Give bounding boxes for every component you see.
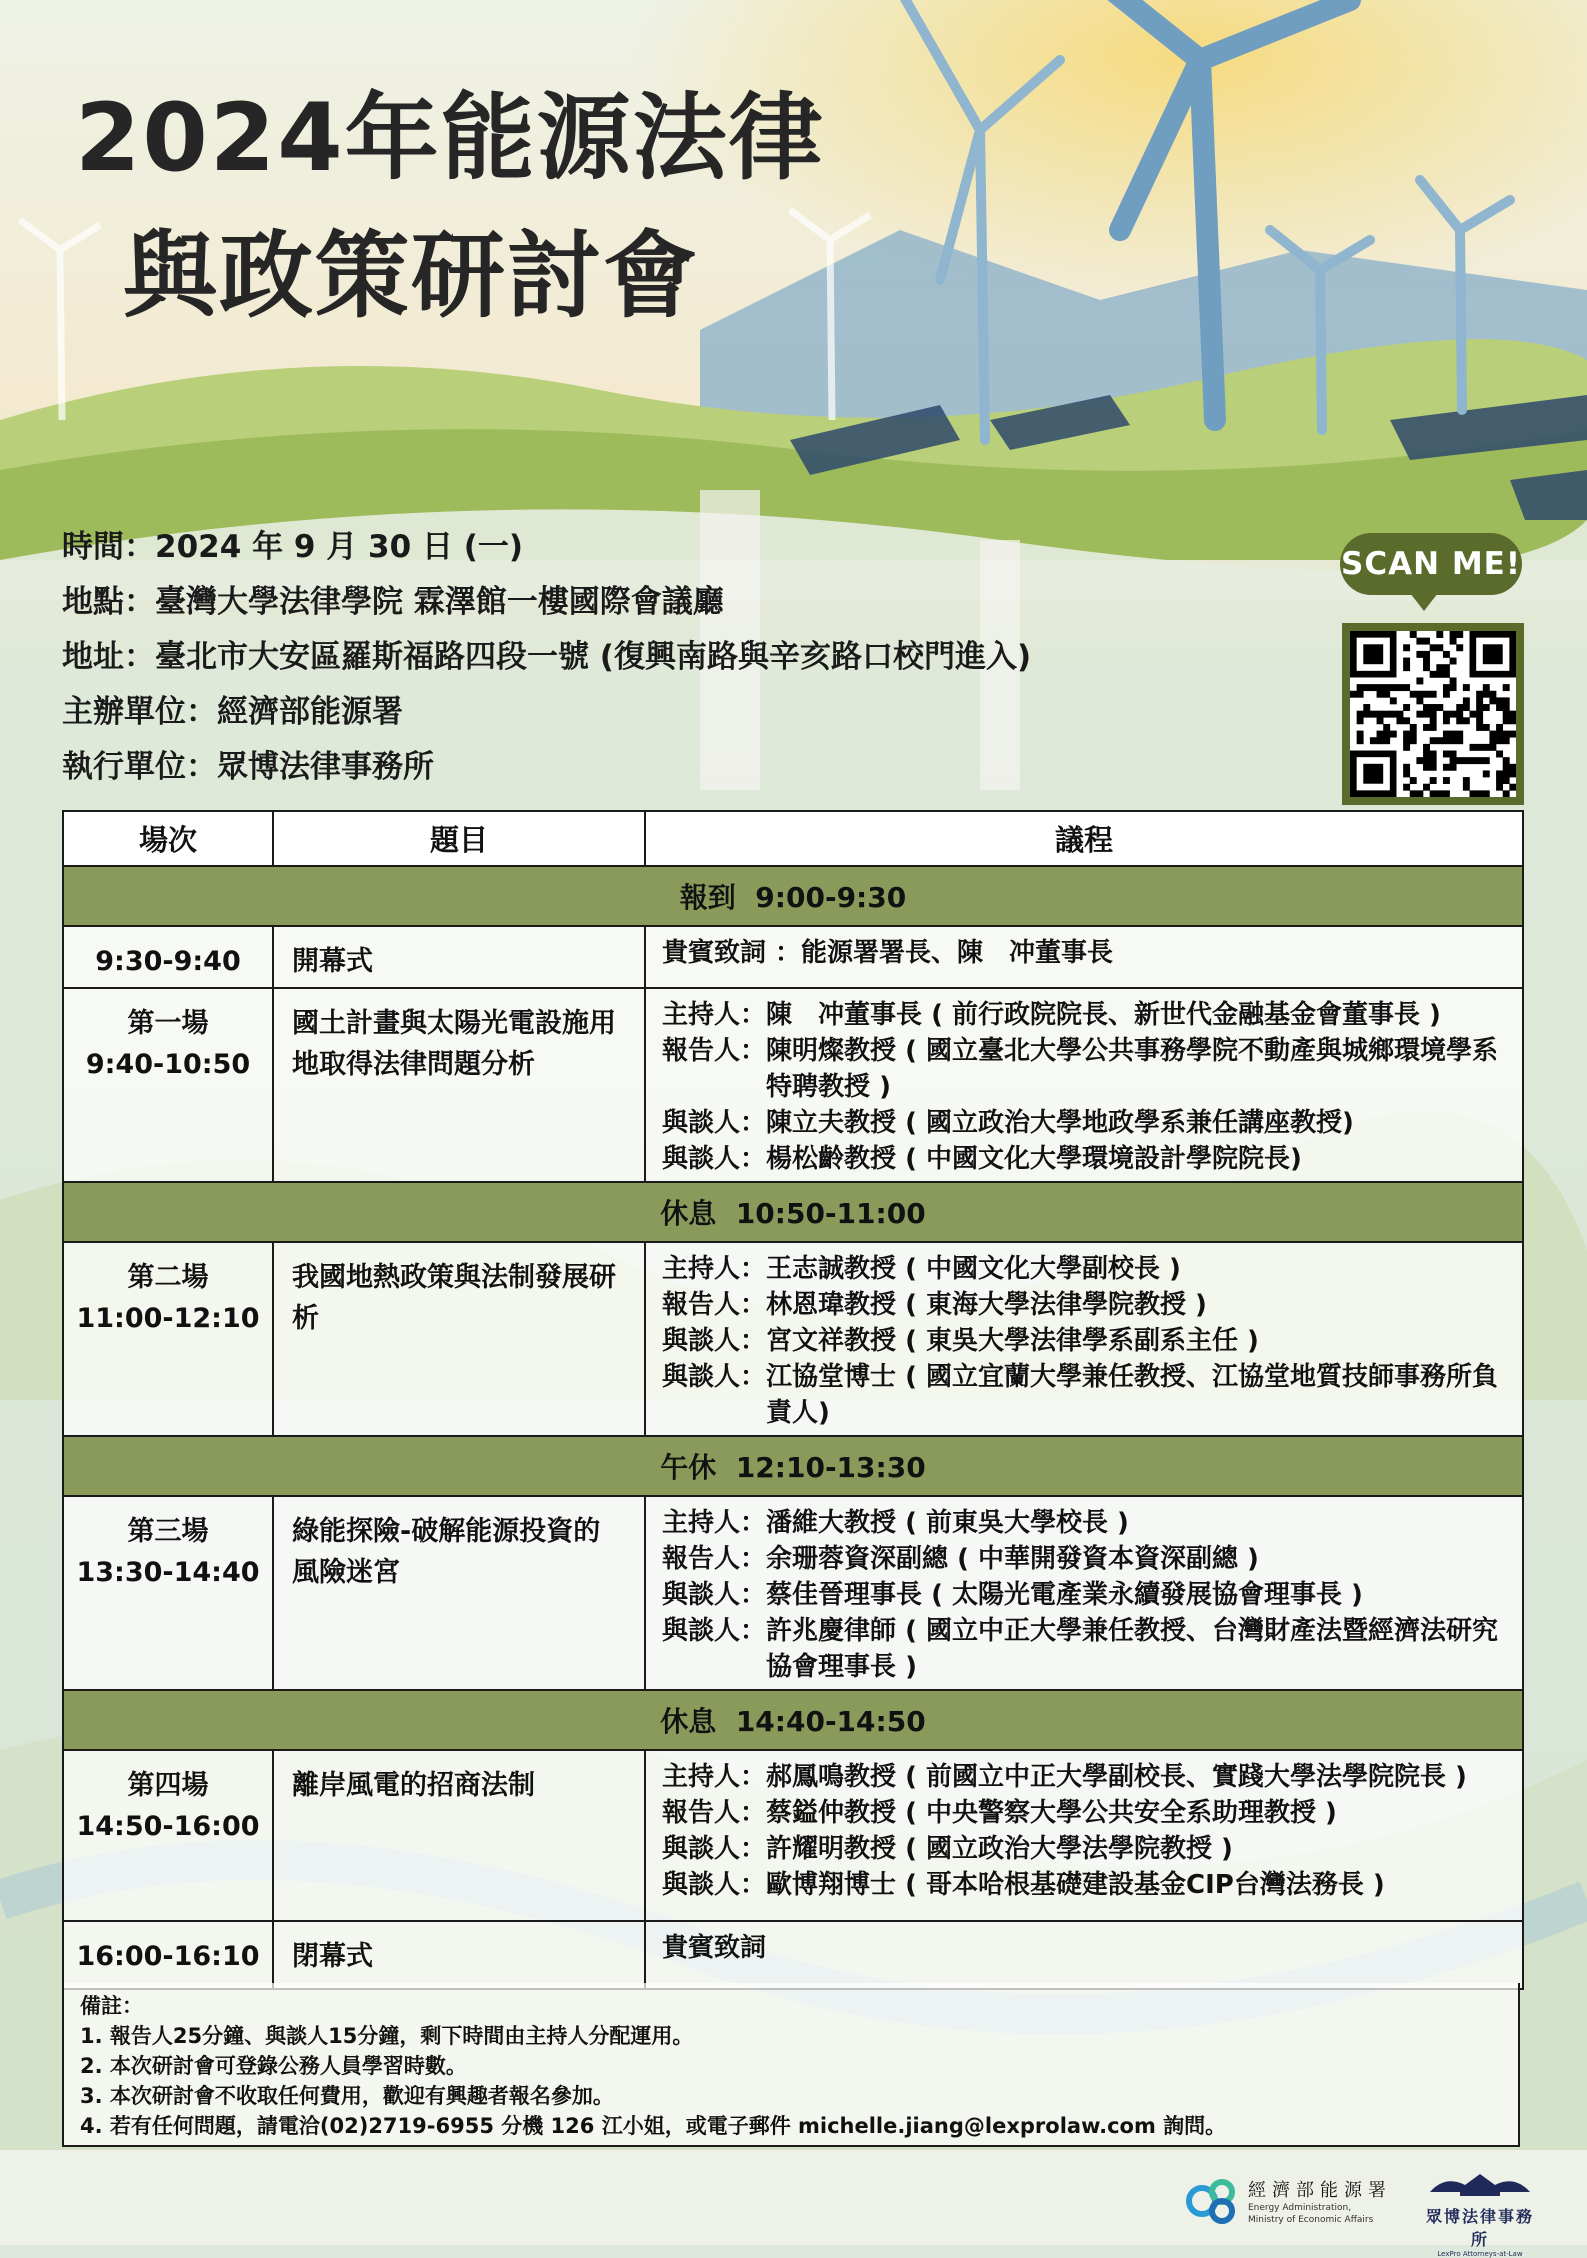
session-time: 9:40-10:50	[85, 1049, 251, 1080]
agenda-person: 宮文祥教授 ( 東吳大學法律學系副系主任 )	[766, 1326, 1259, 1356]
title-line-2: 與政策研討會	[123, 222, 700, 331]
agenda-role: 與談人：	[662, 1616, 767, 1646]
event-organizer: 主辦單位：經濟部能源署	[62, 694, 403, 730]
session-cell	[63, 1496, 273, 1690]
agenda-line	[662, 1867, 1506, 1903]
energy-logo-icon	[1186, 2177, 1240, 2225]
session-cell	[63, 1750, 273, 1921]
page-title	[75, 70, 825, 346]
agenda-role: 主持人：	[662, 1000, 767, 1030]
break-time: 9:00-9:30	[755, 881, 907, 914]
agenda-line	[662, 1831, 1506, 1867]
agenda-person: 郝鳳鳴教授 ( 前國立中正大學副校長、實踐大學法學院院長 )	[766, 1762, 1467, 1792]
break-time: 12:10-13:30	[735, 1451, 926, 1484]
agenda-line	[662, 1033, 1506, 1105]
agenda-person: 歐博翔博士 ( 哥本哈根基礎建設基金CIP台灣法務長 )	[766, 1870, 1385, 1900]
agenda-role: 與談人：	[662, 1580, 767, 1610]
agenda-line	[662, 1577, 1506, 1613]
agenda-role: 報告人：	[662, 1290, 767, 1320]
agenda-line	[662, 1251, 1506, 1287]
break-label: 休息	[660, 1705, 717, 1738]
agenda-cell	[645, 1496, 1523, 1690]
header-topic: 題目	[273, 811, 645, 866]
topic-cell	[273, 988, 645, 1182]
session-row	[63, 1921, 1523, 1989]
break-label: 休息	[660, 1197, 717, 1230]
note-item: 3. 本次研討會不收取任何費用，歡迎有興趣者報名參加。	[80, 2084, 614, 2108]
agenda-person: 陳明燦教授 ( 國立臺北大學公共事務學院不動產與城鄉環境學系特聘教授 )	[766, 1036, 1499, 1102]
event-executor: 執行單位：眾博法律事務所	[62, 749, 434, 785]
agenda-line	[662, 1359, 1506, 1431]
agenda-role: 與談人：	[662, 1108, 767, 1138]
agenda-person: 林恩瑋教授 ( 東海大學法律學院教授 )	[766, 1290, 1207, 1320]
session-name: 第一場	[127, 1008, 209, 1039]
agenda-role: 與談人：	[662, 1362, 767, 1392]
session-name: 第四場	[127, 1770, 209, 1801]
notes-heading: 備註：	[80, 1994, 143, 2018]
session-cell	[63, 926, 273, 988]
agenda-line	[662, 1105, 1506, 1141]
qr-code-icon	[1350, 631, 1516, 797]
lexpro-logo-name: 眾博法律事務所	[1425, 2207, 1534, 2249]
agenda-line	[662, 1930, 1506, 1966]
break-time: 10:50-11:00	[735, 1197, 926, 1230]
break-row	[63, 1690, 1523, 1750]
scan-me-badge: SCAN ME!	[1340, 533, 1522, 595]
table-header-row	[63, 811, 1523, 866]
agenda-cell	[645, 988, 1523, 1182]
break-cell	[63, 866, 1523, 926]
agenda-person: 陳 冲董事長 ( 前行政院院長、新世代金融基金會董事長 )	[766, 1000, 1441, 1030]
topic-cell	[273, 1242, 645, 1436]
agenda-line	[662, 1795, 1506, 1831]
session-topic: 開幕式	[292, 946, 373, 977]
lexpro-emblem-icon	[1425, 2170, 1535, 2200]
agenda-role: 主持人：	[662, 1762, 767, 1792]
event-venue: 地點：臺灣大學法律學院 霖澤館一樓國際會議廳	[62, 584, 724, 620]
agenda-person: 蔡鎰仲教授 ( 中央警察大學公共安全系助理教授 )	[766, 1798, 1337, 1828]
session-row	[63, 1242, 1523, 1436]
topic-cell	[273, 1750, 645, 1921]
agenda-cell	[645, 1242, 1523, 1436]
session-topic: 國土計畫與太陽光電設施用地取得法律問題分析	[292, 1008, 616, 1080]
agenda-person: 潘維大教授 ( 前東吳大學校長 )	[766, 1508, 1129, 1538]
agenda-line	[662, 1613, 1506, 1685]
agenda-person: 許耀明教授 ( 國立政治大學法學院教授 )	[766, 1834, 1233, 1864]
agenda-person: 蔡佳晉理事長 ( 太陽光電產業永續發展協會理事長 )	[766, 1580, 1363, 1610]
agenda-cell	[645, 926, 1523, 988]
agenda-role: 報告人：	[662, 1544, 767, 1574]
session-name: 第三場	[127, 1516, 209, 1547]
agenda-person: 貴賓致詞 ：能源署署長、陳 冲董事長	[662, 938, 1114, 968]
agenda-person: 陳立夫教授 ( 國立政治大學地政學系兼任講座教授)	[766, 1108, 1354, 1138]
session-time: 11:00-12:10	[76, 1303, 260, 1334]
agenda-role: 報告人：	[662, 1036, 767, 1066]
energy-logo-name: 經濟部能源署	[1248, 2180, 1392, 2201]
break-cell	[63, 1182, 1523, 1242]
break-row	[63, 1436, 1523, 1496]
agenda-person: 許兆慶律師 ( 國立中正大學兼任教授、台灣財產法暨經濟法研究協會理事長 )	[766, 1616, 1499, 1682]
schedule-body	[63, 866, 1523, 1989]
agenda-role: 與談人：	[662, 1870, 767, 1900]
session-name: 第二場	[127, 1262, 209, 1293]
event-address: 地址：臺北市大安區羅斯福路四段一號 (復興南路與辛亥路口校門進入)	[62, 639, 1032, 675]
agenda-role: 主持人：	[662, 1254, 767, 1284]
session-cell	[63, 988, 273, 1182]
event-info	[62, 520, 1031, 795]
agenda-line	[662, 997, 1506, 1033]
topic-cell	[273, 926, 645, 988]
session-topic: 閉幕式	[292, 1941, 373, 1972]
header-agenda: 議程	[645, 811, 1523, 866]
agenda-role: 主持人：	[662, 1508, 767, 1538]
agenda-cell	[645, 1750, 1523, 1921]
agenda-role: 報告人：	[662, 1798, 767, 1828]
break-time: 14:40-14:50	[735, 1705, 926, 1738]
note-item: 4. 若有任何問題，請電洽(02)2719-6955 分機 126 江小姐，或電子郵件 michelle.jiang@lexprolaw.com 詢問。	[80, 2114, 1227, 2138]
agenda-role: 與談人：	[662, 1326, 767, 1356]
session-topic: 離岸風電的招商法制	[292, 1770, 535, 1801]
break-label: 午休	[660, 1451, 717, 1484]
session-topic: 我國地熱政策與法制發展研析	[292, 1262, 616, 1334]
break-label: 報到	[679, 881, 736, 914]
schedule-table	[62, 810, 1524, 1990]
session-row	[63, 988, 1523, 1182]
break-cell	[63, 1436, 1523, 1496]
notes	[62, 1983, 1520, 2147]
agenda-person: 江協堂博士 ( 國立宜蘭大學兼任教授、江協堂地質技師事務所負責人)	[766, 1362, 1499, 1428]
session-cell	[63, 1921, 273, 1989]
session-row	[63, 1496, 1523, 1690]
note-item: 2. 本次研討會可登錄公務人員學習時數。	[80, 2054, 467, 2078]
note-item: 1. 報告人25分鐘、與談人15分鐘，剩下時間由主持人分配運用。	[80, 2024, 694, 2048]
agenda-line	[662, 1323, 1506, 1359]
session-time: 14:50-16:00	[76, 1811, 260, 1842]
event-time: 時間：2024 年 9 月 30 日 (一)	[62, 529, 524, 565]
agenda-person: 楊松齡教授 ( 中國文化大學環境設計學院院長)	[766, 1144, 1302, 1174]
break-row	[63, 1182, 1523, 1242]
session-time: 13:30-14:40	[76, 1557, 260, 1588]
topic-cell	[273, 1496, 645, 1690]
agenda-cell	[645, 1921, 1523, 1989]
break-row	[63, 866, 1523, 926]
agenda-line	[662, 1287, 1506, 1323]
lexpro-logo-en: LexPro Attorneys-at-Law	[1437, 2250, 1523, 2258]
agenda-line	[662, 1541, 1506, 1577]
agenda-person: 王志誠教授 ( 中國文化大學副校長 )	[766, 1254, 1181, 1284]
header-session: 場次	[63, 811, 273, 866]
agenda-person: 貴賓致詞	[662, 1933, 767, 1963]
agenda-line	[662, 1505, 1506, 1541]
session-time: 9:30-9:40	[95, 946, 241, 977]
title-line-1: 2024年能源法律	[75, 84, 825, 193]
break-cell	[63, 1690, 1523, 1750]
agenda-role: 與談人：	[662, 1144, 767, 1174]
session-row	[63, 1750, 1523, 1921]
agenda-line	[662, 1759, 1506, 1795]
energy-administration-logo	[1186, 2176, 1392, 2226]
agenda-role: 與談人：	[662, 1834, 767, 1864]
topic-cell	[273, 1921, 645, 1989]
agenda-line	[662, 935, 1506, 971]
energy-logo-en1: Energy Administration,	[1248, 2203, 1352, 2213]
session-cell	[63, 1242, 273, 1436]
session-topic: 綠能探險-破解能源投資的風險迷宮	[292, 1516, 601, 1588]
agenda-person: 余珊蓉資深副總 ( 中華開發資本資深副總 )	[766, 1544, 1259, 1574]
agenda-line	[662, 1141, 1506, 1177]
session-time: 16:00-16:10	[76, 1941, 260, 1972]
qr-code[interactable]	[1342, 623, 1524, 805]
session-row	[63, 926, 1523, 988]
energy-logo-en2: Ministry of Economic Affairs	[1248, 2215, 1374, 2225]
